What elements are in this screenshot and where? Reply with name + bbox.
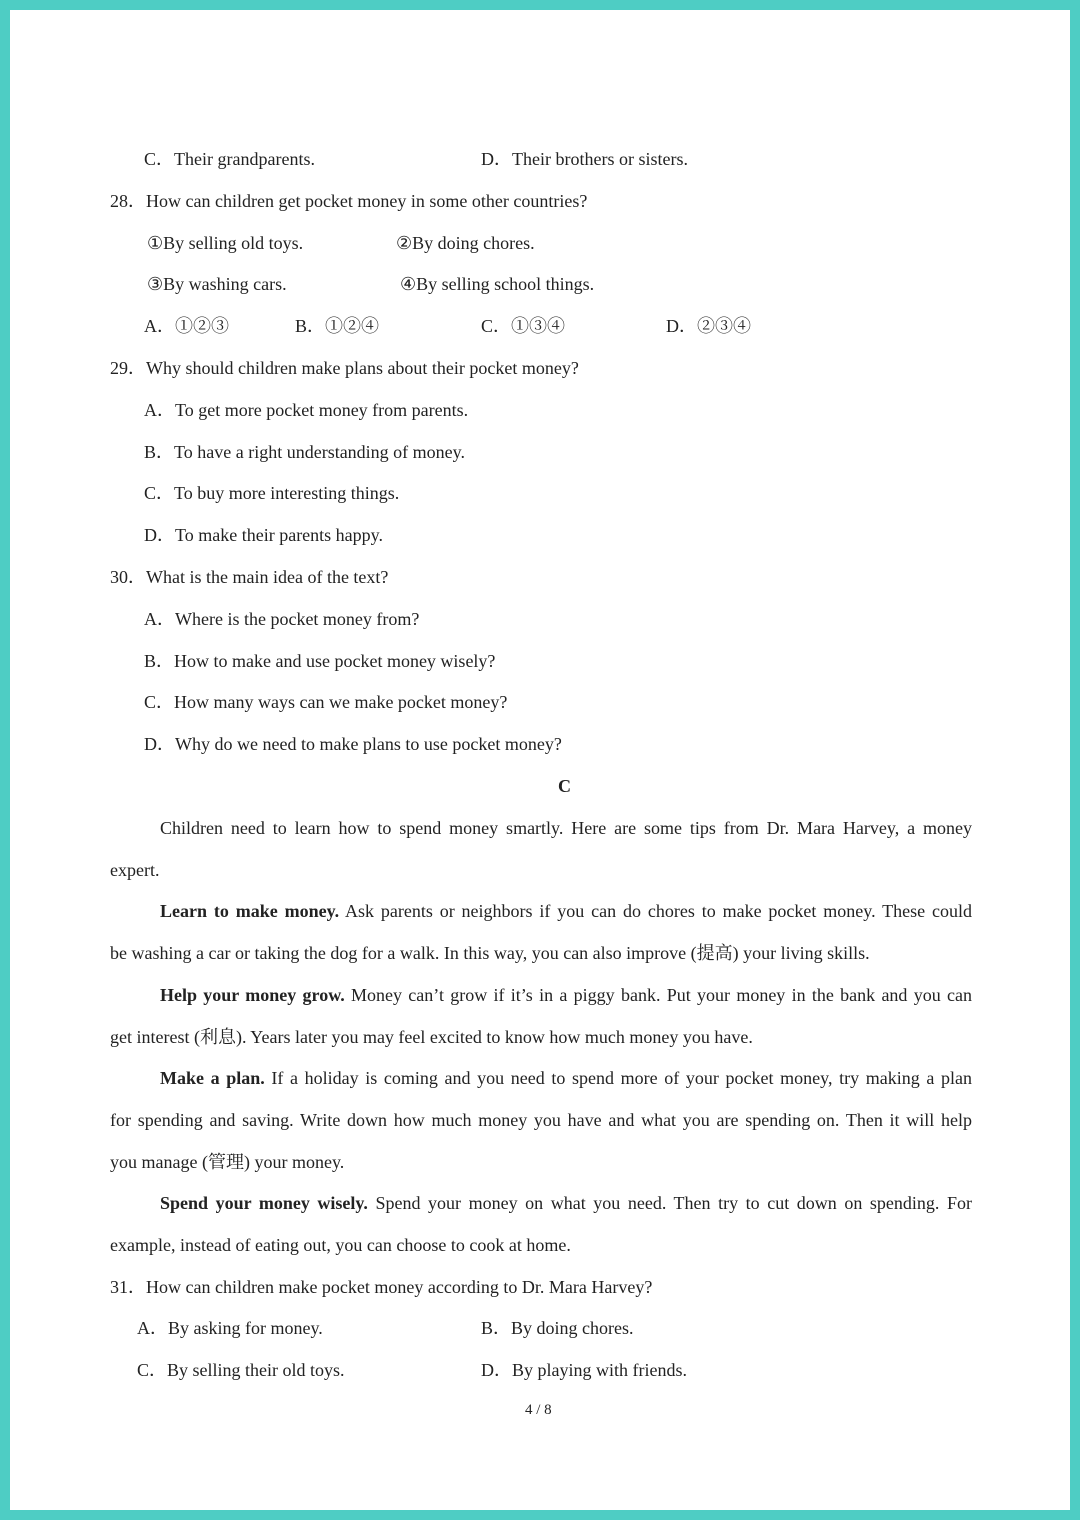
q30-option-c: C．How many ways can we make pocket money? — [144, 692, 508, 712]
tip-3-text: If a holiday is coming and you need to spend more of your pocket money, try making a plan — [264, 1068, 972, 1088]
q30-question: 30．What is the main idea of the text? — [110, 567, 389, 587]
q29-option-d: D．To make their parents happy. — [144, 525, 384, 545]
tip-2-line-2: get interest (利息). Years later you may feel excited to know how much money you have. — [110, 1027, 753, 1047]
q28-item-1: ①By selling old toys. — [147, 233, 304, 253]
tip-help-money-grow — [160, 983, 972, 1007]
tip-2-text: Money can’t grow if it’s in a piggy bank. Put your money in the bank and you can — [344, 985, 972, 1005]
tip-1-title: Learn to make money. — [160, 901, 340, 921]
q27-option-d: D．Their brothers or sisters. — [481, 149, 688, 169]
tip-4-text: Spend your money on what you need. Then try to cut down on spending. For — [367, 1193, 972, 1213]
tip-make-a-plan — [160, 1066, 972, 1090]
passage-intro-line-2: expert. — [110, 860, 160, 880]
page-number: 4 / 8 — [525, 1402, 552, 1418]
q30-option-b: B．How to make and use pocket money wisely? — [144, 651, 496, 671]
q29-option-a: A．To get more pocket money from parents. — [144, 400, 469, 420]
tip-spend-wisely — [160, 1191, 972, 1215]
tip-3-title: Make a plan. — [160, 1068, 265, 1088]
q30-option-d: D．Why do we need to make plans to use pocket money? — [144, 734, 562, 754]
q28-option-a: A．①②③ — [144, 316, 229, 336]
tip-3-line-2: for spending and saving. Write down how much money you have and what you are spending on. Then it will help — [110, 1110, 972, 1130]
q28-item-4: ④By selling school things. — [400, 274, 595, 294]
tip-4-line-2: example, instead of eating out, you can choose to cook at home. — [110, 1235, 571, 1255]
q29-option-b: B．To have a right understanding of money. — [144, 442, 466, 462]
q31-question: 31．How can children make pocket money according to Dr. Mara Harvey? — [110, 1277, 653, 1297]
exam-page — [10, 10, 1070, 1510]
q30-option-a: A．Where is the pocket money from? — [144, 609, 420, 629]
q28-item-3: ③By washing cars. — [147, 274, 287, 294]
q29-question: 29．Why should children make plans about their pocket money? — [110, 358, 579, 378]
q31-option-a: A．By asking for money. — [137, 1318, 323, 1338]
q29-option-c: C．To buy more interesting things. — [144, 483, 400, 503]
q31-option-c: C．By selling their old toys. — [137, 1360, 345, 1380]
q28-question: 28．How can children get pocket money in some other countries? — [110, 191, 588, 211]
q27-option-c: C．Their grandparents. — [144, 149, 315, 169]
passage-heading: C — [558, 776, 571, 796]
q28-option-d: D．②③④ — [666, 316, 751, 336]
tip-1-line-2: be washing a car or taking the dog for a walk. In this way, you can also improve (提高) your living skills. — [110, 943, 870, 963]
q28-item-2: ②By doing chores. — [396, 233, 535, 253]
q31-option-d: D．By playing with friends. — [481, 1360, 687, 1380]
tip-2-title: Help your money grow. — [160, 985, 345, 1005]
tip-3-line-3: you manage (管理) your money. — [110, 1152, 345, 1172]
q28-option-b: B．①②④ — [295, 316, 380, 336]
q28-option-c: C．①③④ — [481, 316, 566, 336]
q31-option-b: B．By doing chores. — [481, 1318, 634, 1338]
tip-1-text: Ask parents or neighbors if you can do chores to make pocket money. These could — [339, 901, 972, 921]
tip-4-title: Spend your money wisely. — [160, 1193, 368, 1213]
tip-learn-to-make-money — [160, 899, 972, 923]
passage-intro-line-1: Children need to learn how to spend money smartly. Here are some tips from Dr. Mara Harvey, a money — [160, 818, 972, 838]
